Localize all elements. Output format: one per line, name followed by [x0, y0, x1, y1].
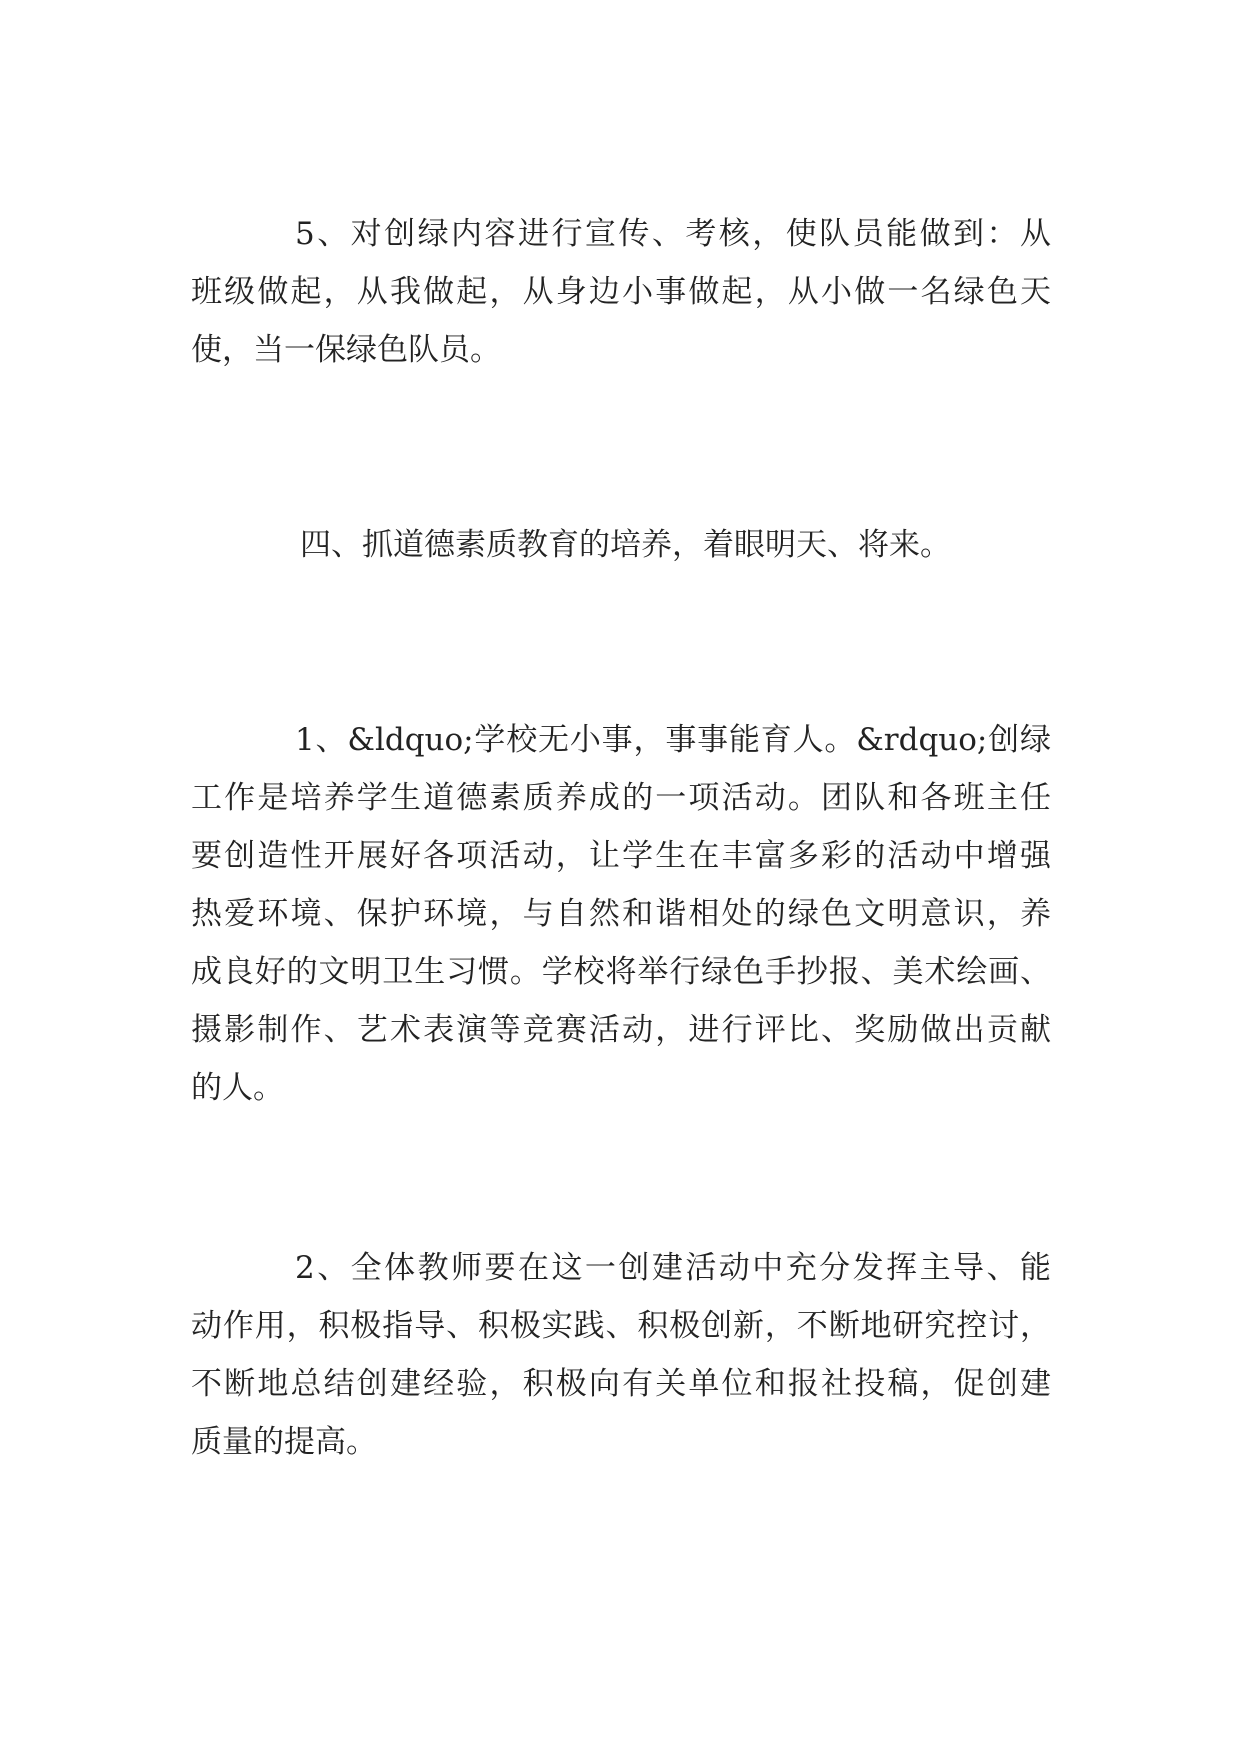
- paragraph-2-line-4: 质量的提高。: [191, 1424, 377, 1460]
- paragraph-1-line-5: 成良好的文明卫生习惯。学校将举行绿色手抄报、美术绘画、: [191, 954, 1051, 990]
- paragraph-1-line-4: 热爱环境、保护环境，与自然和谐相处的绿色文明意识，养: [191, 896, 1051, 932]
- paragraph-2-line-2: 动作用，积极指导、积极实践、积极创新，不断地研究控讨，: [191, 1308, 1051, 1344]
- paragraph-1-line-6: 摄影制作、艺术表演等竞赛活动，进行评比、奖励做出贡献: [191, 1012, 1051, 1048]
- paragraph-1-line-3: 要创造性开展好各项活动，让学生在丰富多彩的活动中增强: [191, 838, 1051, 874]
- paragraph-1-line-2: 工作是培养学生道德素质养成的一项活动。团队和各班主任: [191, 780, 1051, 816]
- paragraph-2-line-3: 不断地总结创建经验，积极向有关单位和报社投稿，促创建: [191, 1366, 1051, 1402]
- paragraph-2-line-1: 2、全体教师要在这一创建活动中充分发挥主导、能: [295, 1250, 1051, 1286]
- paragraph-1-line-1: 1、&ldquo;学校无小事，事事能育人。&rdquo;创绿: [295, 722, 1051, 758]
- paragraph-5-line-3: 使，当一保绿色队员。: [191, 332, 501, 368]
- paragraph-5-line-1: 5、对创绿内容进行宣传、考核，使队员能做到：从: [295, 216, 1051, 252]
- section-heading-4: 四、抓道德素质教育的培养，着眼明天、将来。: [300, 527, 951, 563]
- paragraph-1-line-7: 的人。: [191, 1070, 284, 1106]
- paragraph-5-line-2: 班级做起，从我做起，从身边小事做起，从小做一名绿色天: [191, 274, 1051, 310]
